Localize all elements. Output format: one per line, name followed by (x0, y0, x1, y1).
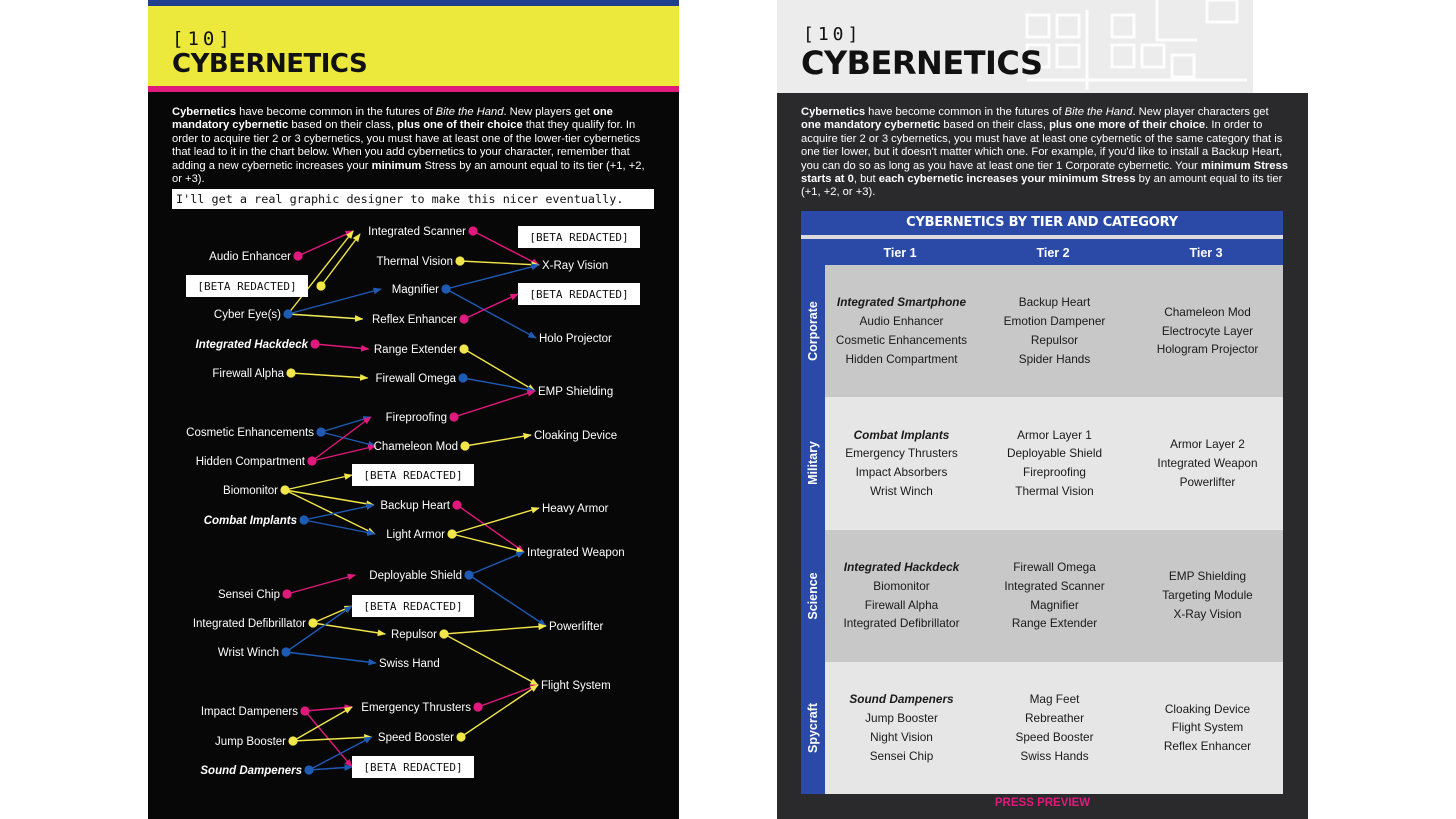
table-row (825, 397, 1283, 529)
chart-node-dot (464, 570, 473, 579)
chart-node (218, 647, 291, 659)
category-label (801, 530, 825, 662)
intro-segment: have become common in the futures of (236, 106, 436, 118)
cybernetic-item: Speed Booster (1015, 729, 1094, 744)
chart-node (542, 503, 609, 515)
chart-node-dot (286, 368, 295, 377)
cybernetic-item: Night Vision (870, 729, 933, 744)
intro-segment: Cybernetics (801, 106, 866, 118)
cybernetic-item: Powerlifter (1179, 474, 1236, 489)
chart-node-label: Backup Heart (380, 500, 450, 512)
column-header-row (801, 241, 1283, 265)
chart-node (361, 702, 482, 714)
intro-segment: have become common in the futures of (865, 106, 1065, 118)
chart-node-dot (288, 736, 297, 745)
intro-segment: each cybernetic increases your minimum Stress (878, 173, 1136, 186)
chart-node-label: Sound Dampeners (200, 765, 302, 777)
chart-arrow (460, 261, 539, 265)
chart-node (200, 765, 313, 777)
table-cell-tier2 (978, 530, 1131, 662)
chart-arrow (461, 685, 538, 737)
chart-node-label: Reflex Enhancer (371, 314, 457, 326)
chart-node-label: Powerlifter (549, 621, 604, 633)
beta-redacted-box (518, 283, 640, 305)
chart-node (549, 621, 603, 633)
beta-redacted-box (352, 756, 474, 778)
intro-segment: Bite the Hand (1064, 106, 1133, 118)
chart-node-label: Chameleon Mod (373, 441, 458, 453)
chart-node (215, 736, 298, 748)
chart-node-dot (468, 226, 477, 235)
chart-node-label: Integrated Hackdeck (195, 339, 308, 351)
mandatory-cybernetic: Integrated Smartphone (836, 295, 967, 310)
intro-segment: Cybernetics (172, 106, 237, 118)
table-cell-tier1 (825, 530, 978, 662)
chart-node-dot (460, 441, 469, 450)
chart-node-label: Cosmetic Enhancements (186, 427, 314, 439)
chart-node-label: Fireproofing (385, 412, 447, 424)
chart-arrow (321, 234, 360, 286)
chart-node-label: Magnifier (391, 284, 439, 296)
chart-node-label: Speed Booster (377, 732, 454, 744)
chart-node-label: Audio Enhancer (209, 251, 291, 263)
cybernetic-item: Armor Layer 1 (1017, 427, 1092, 442)
chart-node-dot (299, 515, 308, 524)
category-label (801, 662, 825, 794)
chart-node (538, 386, 613, 398)
chart-node (372, 314, 469, 326)
chart-arrow (444, 626, 546, 634)
chart-node-dot (280, 485, 289, 494)
beta-redacted-label: [BETA REDACTED] (529, 288, 629, 301)
chart-node-label: X-Ray Vision (542, 260, 609, 272)
chart-node-label: EMP Shielding (538, 386, 614, 398)
chart-arrow (469, 552, 524, 575)
header-background (777, 0, 1253, 93)
intro-segment: one mandatory cybernetic (172, 106, 613, 132)
cybernetic-item: Thermal Vision (1015, 484, 1094, 499)
title-banner (148, 6, 679, 86)
table-row (825, 265, 1283, 397)
chart-node-dot (458, 373, 467, 382)
chart-arrow (321, 417, 371, 432)
designer-note (172, 189, 654, 209)
chart-arrow (304, 520, 375, 534)
cybernetic-item: Audio Enhancer (859, 314, 944, 329)
beta-redacted-label: [BETA REDACTED] (529, 231, 629, 244)
chart-node-dot (459, 344, 468, 353)
beta-redacted-box (518, 226, 640, 248)
chart-arrow (313, 606, 352, 623)
cybernetic-item: Flight System (1171, 720, 1244, 735)
chart-node-dot (452, 500, 461, 509)
chart-node-dot (300, 706, 309, 715)
chart-node-label: Sensei Chip (217, 589, 280, 601)
cybernetic-item: Rebreather (1024, 710, 1085, 725)
chart-node-dot (308, 618, 317, 627)
chart-arrow (315, 344, 369, 349)
cybernetic-item: Cosmetic Enhancements (835, 333, 968, 347)
chart-node (212, 368, 295, 380)
beta-redacted-label: [BETA REDACTED] (363, 600, 463, 613)
chart-arrow (309, 767, 352, 770)
chart-arrow (457, 505, 524, 552)
cybernetic-item: Hologram Projector (1156, 342, 1259, 357)
beta-redacted-label: [BETA REDACTED] (363, 469, 463, 482)
chart-node-label: Cyber Eye(s) (213, 309, 281, 321)
chart-node-label: Hidden Compartment (195, 456, 305, 468)
chart-node (380, 500, 461, 512)
table-cell-tier2 (978, 265, 1131, 397)
chart-arrow (298, 231, 353, 256)
chart-node (209, 251, 302, 263)
chart-node (386, 529, 456, 541)
chart-node (204, 515, 309, 527)
chart-node-dot (304, 765, 313, 774)
chart-node-dot (282, 589, 291, 598)
chart-node-label: Impact Dampeners (200, 706, 298, 718)
chart-arrow (287, 575, 355, 594)
cybernetic-item: Sensei Chip (869, 748, 934, 763)
table-cell-tier3 (1131, 265, 1284, 397)
cybernetic-item: Hidden Compartment (845, 351, 958, 366)
chart-node-label: Combat Implants (203, 515, 297, 527)
chart-node-label: Wrist Winch (217, 647, 279, 659)
chart-node-label: Flight System (541, 680, 611, 692)
cybernetic-item: Emotion Dampener (1003, 314, 1106, 329)
column-header-tier-1: Tier 1 (883, 246, 917, 260)
magenta-stripe (148, 86, 679, 92)
mandatory-cybernetic: Sound Dampeners (849, 692, 954, 707)
chart-arrow (285, 475, 352, 490)
chart-node-dot (316, 427, 325, 436)
cybernetic-item: Cloaking Device (1164, 701, 1251, 716)
chart-node-label: Integrated Defibrillator (192, 618, 306, 630)
intro-segment: . New players get (503, 106, 594, 118)
beta-redacted-label: [BETA REDACTED] (363, 761, 463, 774)
beta-redacted-box (352, 464, 474, 486)
intro-paragraph (801, 106, 1291, 200)
cybernetic-item: Magnifier (1030, 597, 1079, 612)
beta-redacted-box (352, 595, 474, 617)
category-label-text: Science (806, 571, 820, 620)
chart-node-label: Emergency Thrusters (361, 702, 471, 714)
chart-node (391, 629, 449, 641)
intro-segment: , but (853, 173, 879, 186)
cybernetic-item: Integrated Defibrillator (843, 616, 960, 631)
chart-arrow (454, 391, 535, 417)
table-row (825, 530, 1283, 662)
chart-node (214, 309, 293, 321)
chart-node (374, 441, 470, 453)
chart-node (223, 485, 290, 497)
table-cell-tier1 (825, 662, 978, 794)
chart-node-label: Jump Booster (215, 736, 286, 748)
page-title: CYBERNETICS (172, 49, 368, 79)
chart-node-dot (447, 529, 456, 538)
chart-node (201, 706, 310, 718)
table-cell-tier3 (1131, 530, 1284, 662)
cybernetic-item: Firewall Alpha (864, 597, 939, 612)
chart-node (196, 456, 317, 468)
cybernetic-item: Armor Layer 2 (1170, 437, 1245, 452)
cybernetic-item: Emergency Thrusters (845, 446, 958, 461)
mandatory-cybernetic: Combat Implants (853, 427, 950, 442)
chart-node (378, 732, 466, 744)
cybernetic-item: Mag Feet (1029, 692, 1080, 707)
chart-arrow (452, 534, 524, 552)
chart-arrow (293, 737, 372, 741)
intro-segment: one mandatory cybernetic (801, 119, 941, 132)
beta-redacted-box (186, 275, 326, 297)
chart-node (542, 260, 608, 272)
category-label (801, 397, 825, 529)
chart-node (375, 373, 467, 385)
chart-node-dot (455, 256, 464, 265)
category-label-text: Military (806, 441, 820, 486)
table-cell-tier3 (1131, 397, 1284, 529)
chart-node (534, 430, 617, 442)
chart-arrow (304, 505, 374, 520)
chart-arrow (465, 435, 531, 446)
designer-note-text: I'll get a real graphic designer to make this nicer eventually. (176, 192, 624, 206)
chart-node-dot (293, 251, 302, 260)
chart-node (379, 658, 440, 670)
intro-segment: Bite the Hand (435, 106, 504, 118)
intro-segment: minimum Stress starts at 0 (801, 159, 1288, 186)
chart-arrow (291, 373, 368, 378)
chart-node (527, 547, 625, 559)
category-label (801, 265, 825, 397)
right-page (777, 0, 1308, 819)
section-number: [10] (803, 24, 863, 45)
page-title: CYBERNETICS (801, 44, 1043, 82)
chart-node-label: Repulsor (390, 629, 437, 641)
column-header-tier-3: Tier 3 (1189, 246, 1223, 260)
chart-node-label: Heavy Armor (542, 503, 609, 515)
cybernetic-item: Electrocyte Layer (1161, 323, 1254, 338)
cybernetic-item: Swiss Hands (1020, 748, 1089, 763)
chart-node-label: Cloaking Device (534, 430, 618, 442)
table-cell-tier3 (1131, 662, 1284, 794)
mandatory-cybernetic: Integrated Hackdeck (843, 559, 960, 574)
cybernetic-item: Integrated Weapon (1157, 455, 1258, 470)
chart-arrow (288, 314, 363, 319)
chart-node (377, 256, 465, 268)
cybernetic-item: Reflex Enhancer (1163, 739, 1252, 754)
cybernetic-item: Impact Absorbers (855, 465, 948, 480)
table-cell-tier1 (825, 265, 978, 397)
chart-arrow (469, 575, 546, 626)
chart-node-label: Integrated Scanner (368, 226, 466, 238)
intro-segment: based on their class, (288, 119, 398, 132)
cybernetics-flow-chart (148, 215, 679, 815)
cybernetic-item: EMP Shielding (1168, 569, 1247, 584)
intro-segment: by an amount equal to its tier (+1, +2, or +3). (801, 173, 1283, 199)
chart-node-dot (473, 702, 482, 711)
chart-node-label: Holo Projector (539, 333, 612, 345)
chart-node-dot (456, 732, 465, 741)
cybernetic-item: Biomonitor (873, 578, 930, 593)
column-header-tier-2: Tier 2 (1036, 246, 1070, 260)
chart-node-dot (281, 647, 290, 656)
chart-node (196, 339, 320, 351)
chart-arrow (452, 508, 539, 534)
chart-node (186, 427, 325, 439)
chart-node (368, 226, 477, 238)
intro-segment: . New player characters get (1132, 106, 1269, 118)
category-label-text: Corporate (806, 301, 820, 361)
intro-segment: plus one more of their choice (1049, 119, 1206, 132)
intro-segment: Stress by an amount equal to its tier (+1, +2, or +3). (172, 159, 645, 186)
table-row (825, 662, 1283, 794)
cybernetic-item: Jump Booster (865, 710, 938, 725)
chart-arrow (285, 490, 375, 534)
chart-node-label: Integrated Weapon (527, 547, 625, 559)
chart-node-dot (310, 339, 319, 348)
cybernetic-item: Fireproofing (1023, 465, 1086, 480)
chart-node-label: Biomonitor (223, 485, 278, 497)
chart-node-dot (459, 314, 468, 323)
cybernetic-item: Backup Heart (1018, 295, 1091, 310)
chart-node-label: Deployable Shield (369, 570, 462, 582)
intro-segment: . In order to acquire tier 2 or 3 cybernetics, you must have at least one cybernetic of the same category that is one tier lower, but it doesn't matter which one. For example, if you'd like to install a Backup Heart, you can do so as long as you have at least one tier 1 Corporate cybernetic. Your (801, 119, 1283, 172)
chart-node-dot (316, 281, 325, 290)
chart-arrow (478, 685, 538, 707)
chart-node (386, 412, 459, 424)
cybernetic-item: X-Ray Vision (1173, 606, 1242, 621)
chart-node (193, 618, 318, 630)
intro-segment: plus one of their choice (397, 119, 523, 132)
intro-segment: minimum (371, 159, 422, 172)
table-cell-tier1 (825, 397, 978, 529)
chart-node-dot (307, 456, 316, 465)
chart-node-label: Swiss Hand (379, 658, 440, 670)
chart-node (374, 344, 469, 356)
table-cell-tier2 (978, 662, 1131, 794)
cybernetic-item: Chameleon Mod (1164, 304, 1251, 319)
section-number: [10] (172, 28, 234, 50)
chart-node-dot (441, 284, 450, 293)
cybernetic-item: Integrated Scanner (1004, 578, 1105, 593)
chart-arrow (444, 634, 538, 685)
chart-arrow (464, 294, 518, 319)
intro-segment: based on their class, (940, 119, 1050, 132)
chart-node-label: Range Extender (373, 344, 457, 356)
chart-node-label: Light Armor (386, 529, 445, 541)
cybernetic-item: Targeting Module (1162, 588, 1253, 603)
chart-node-label: Thermal Vision (376, 256, 453, 268)
cybernetic-item: Deployable Shield (1006, 446, 1103, 461)
chart-node (392, 284, 451, 296)
chart-arrow (288, 231, 353, 314)
chart-node-label: Firewall Omega (375, 373, 456, 385)
cybernetic-item: Range Extender (1011, 616, 1098, 631)
press-preview-label: PRESS PREVIEW (994, 797, 1091, 809)
beta-redacted-label: [BETA REDACTED] (197, 280, 297, 293)
chart-node-dot (283, 309, 292, 318)
chart-node (541, 680, 611, 692)
chart-node (539, 333, 612, 345)
chart-arrow (286, 652, 376, 663)
chart-node-dot (449, 412, 458, 421)
cybernetic-item: Repulsor (1030, 333, 1079, 347)
chart-node-label: Firewall Alpha (212, 368, 284, 380)
chart-node (218, 589, 292, 601)
left-page (148, 0, 679, 819)
intro-paragraph (172, 106, 656, 186)
intro-segment: that they qualify for. In order to acquire tier 2 or 3 cybernetics, you must have at least one of the lower-tier cybernetics that lead to it in the chart below. When you add cybernetics to your character, remember that adding a new cybernetic increases your (172, 119, 641, 172)
table-title: CYBERNETICS BY TIER AND CATEGORY (801, 211, 1283, 235)
cybernetic-item: Wrist Winch (870, 484, 933, 499)
cybernetic-item: Firewall Omega (1013, 559, 1096, 574)
category-label-text: Spycraft (806, 702, 820, 753)
chart-arrow (285, 490, 374, 505)
chart-node-dot (439, 629, 448, 638)
tier-category-table (801, 211, 1283, 794)
chart-arrow (313, 623, 385, 634)
chart-node (369, 570, 473, 582)
table-cell-tier2 (978, 397, 1131, 529)
cybernetic-item: Spider Hands (1018, 351, 1091, 366)
